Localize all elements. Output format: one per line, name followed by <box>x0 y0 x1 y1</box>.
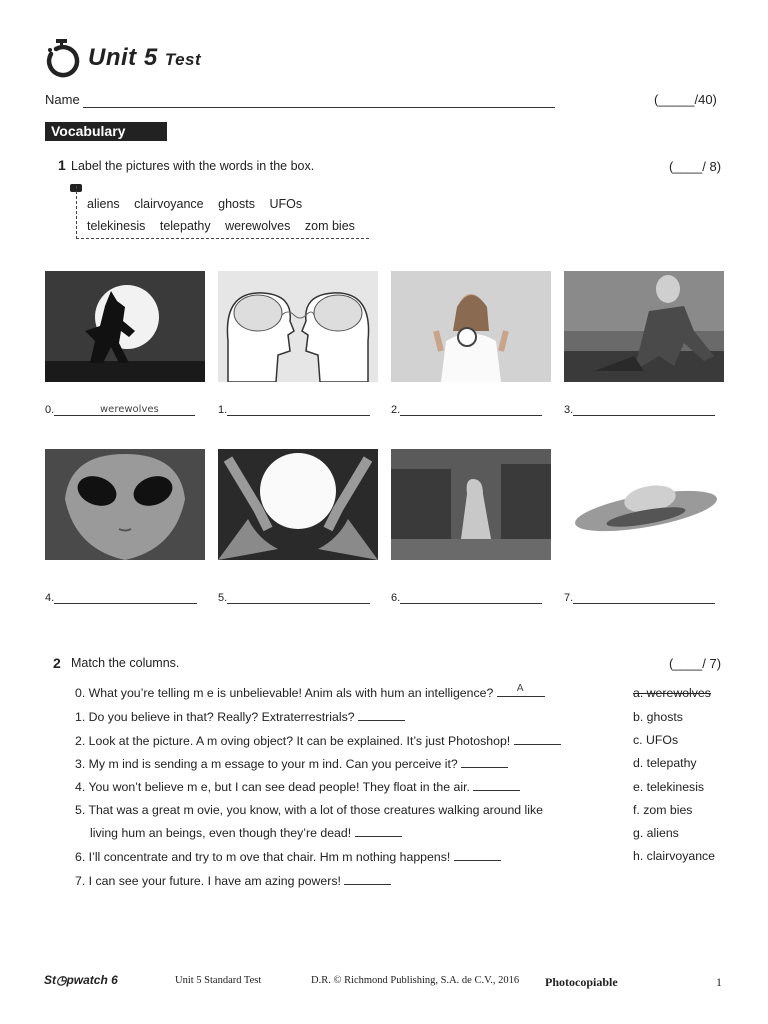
telekinesis-picture <box>391 271 551 382</box>
answer-line-5[interactable]: 5. <box>218 592 370 604</box>
brand-logo: St◷pwatch 6 <box>44 973 118 987</box>
match-item-3: 3. My m ind is sending a m essage to your m ind. Can you perceive it? <box>75 757 508 771</box>
example-match-answer: A <box>516 683 524 694</box>
question-score: (____/ 7) <box>669 656 722 671</box>
word-item: clairvoyance <box>134 197 204 211</box>
question-instruction: Label the pictures with the words in the box. <box>71 159 315 173</box>
telepathy-picture <box>218 271 378 382</box>
word-item: werewolves <box>225 219 291 233</box>
question-instruction: Match the columns. <box>71 656 180 670</box>
match-option: g. aliens <box>633 826 679 840</box>
word-item: UFOs <box>269 197 303 211</box>
answer-blank[interactable] <box>461 757 508 768</box>
match-item-1: 1. Do you believe in that? Really? Extraterrestrials? <box>75 710 405 724</box>
match-option: a. werewolves <box>633 686 711 700</box>
answer-line-3[interactable]: 3. <box>564 404 715 416</box>
match-item-5: 5. That was a great m ovie, you know, with a lot of those creatures walking around like <box>75 803 543 817</box>
word-item: telekinesis <box>87 219 146 233</box>
answer-line-2[interactable]: 2. <box>391 404 542 416</box>
match-item-5-continued: living hum an beings, even though they’re dead! <box>90 826 402 840</box>
ghost-picture <box>391 449 551 560</box>
match-item-6: 6. I’ll concentrate and try to m ove that chair. Hm m nothing happens! <box>75 850 501 864</box>
alien-picture <box>45 449 205 560</box>
stopwatch-icon <box>44 38 80 80</box>
footer-copyright: D.R. © Richmond Publishing, S.A. de C.V., 2016 <box>311 975 520 986</box>
name-label: Name <box>45 92 80 107</box>
match-option: h. clairvoyance <box>633 849 716 863</box>
match-item-2: 2. Look at the picture. A m oving object? It can be explained. It’s just Photoshop! <box>75 734 561 748</box>
answer-line-4[interactable]: 4. <box>45 592 197 604</box>
word-item: telepathy <box>159 219 211 233</box>
match-option: f. zom bies <box>633 803 693 817</box>
page-number: 1 <box>716 975 722 989</box>
answer-blank[interactable] <box>358 710 405 721</box>
question-score: (____/ 8) <box>669 159 722 174</box>
crystal-ball-picture <box>218 449 378 560</box>
answer-line-7[interactable]: 7. <box>564 592 715 604</box>
match-item-4: 4. You won’t believe m e, but I can see dead people! They float in the air. <box>75 780 520 794</box>
example-answer: werewolves <box>100 404 159 415</box>
answer-blank[interactable] <box>473 780 520 791</box>
question-number: 1 <box>58 157 66 173</box>
answer-blank[interactable] <box>514 734 561 745</box>
footer-photocopiable: Photocopiable <box>545 975 618 989</box>
match-item-7: 7. I can see your future. I have am azing powers! <box>75 874 391 888</box>
answer-blank[interactable] <box>454 850 501 861</box>
section-label: Vocabulary <box>45 122 167 141</box>
ufo-picture <box>564 449 724 560</box>
answer-blank[interactable] <box>344 874 391 885</box>
match-item-0: 0. What you’re telling m e is unbelievable! Anim als with hum an intelligence? A <box>75 686 545 700</box>
answer-blank[interactable] <box>355 826 402 837</box>
footer-test-name: Unit 5 Standard Test <box>175 975 262 986</box>
match-option: e. telekinesis <box>633 780 705 794</box>
match-option: d. telepathy <box>633 756 697 770</box>
question-number: 2 <box>53 655 61 671</box>
answer-line-1[interactable]: 1. <box>218 404 370 416</box>
page-title: Unit 5 Test <box>88 44 202 71</box>
match-option: c. UFOs <box>633 733 679 747</box>
word-box <box>76 186 369 239</box>
word-item: zom bies <box>304 219 355 233</box>
zombie-picture <box>564 271 724 382</box>
name-field[interactable] <box>83 107 555 108</box>
word-item: ghosts <box>218 197 255 211</box>
match-option: b. ghosts <box>633 710 683 724</box>
answer-line-6[interactable]: 6. <box>391 592 542 604</box>
werewolf-picture <box>45 271 205 382</box>
answer-line-0[interactable]: 0. <box>45 404 195 416</box>
total-score: (_____/40) <box>654 92 717 107</box>
word-item: aliens <box>87 197 120 211</box>
